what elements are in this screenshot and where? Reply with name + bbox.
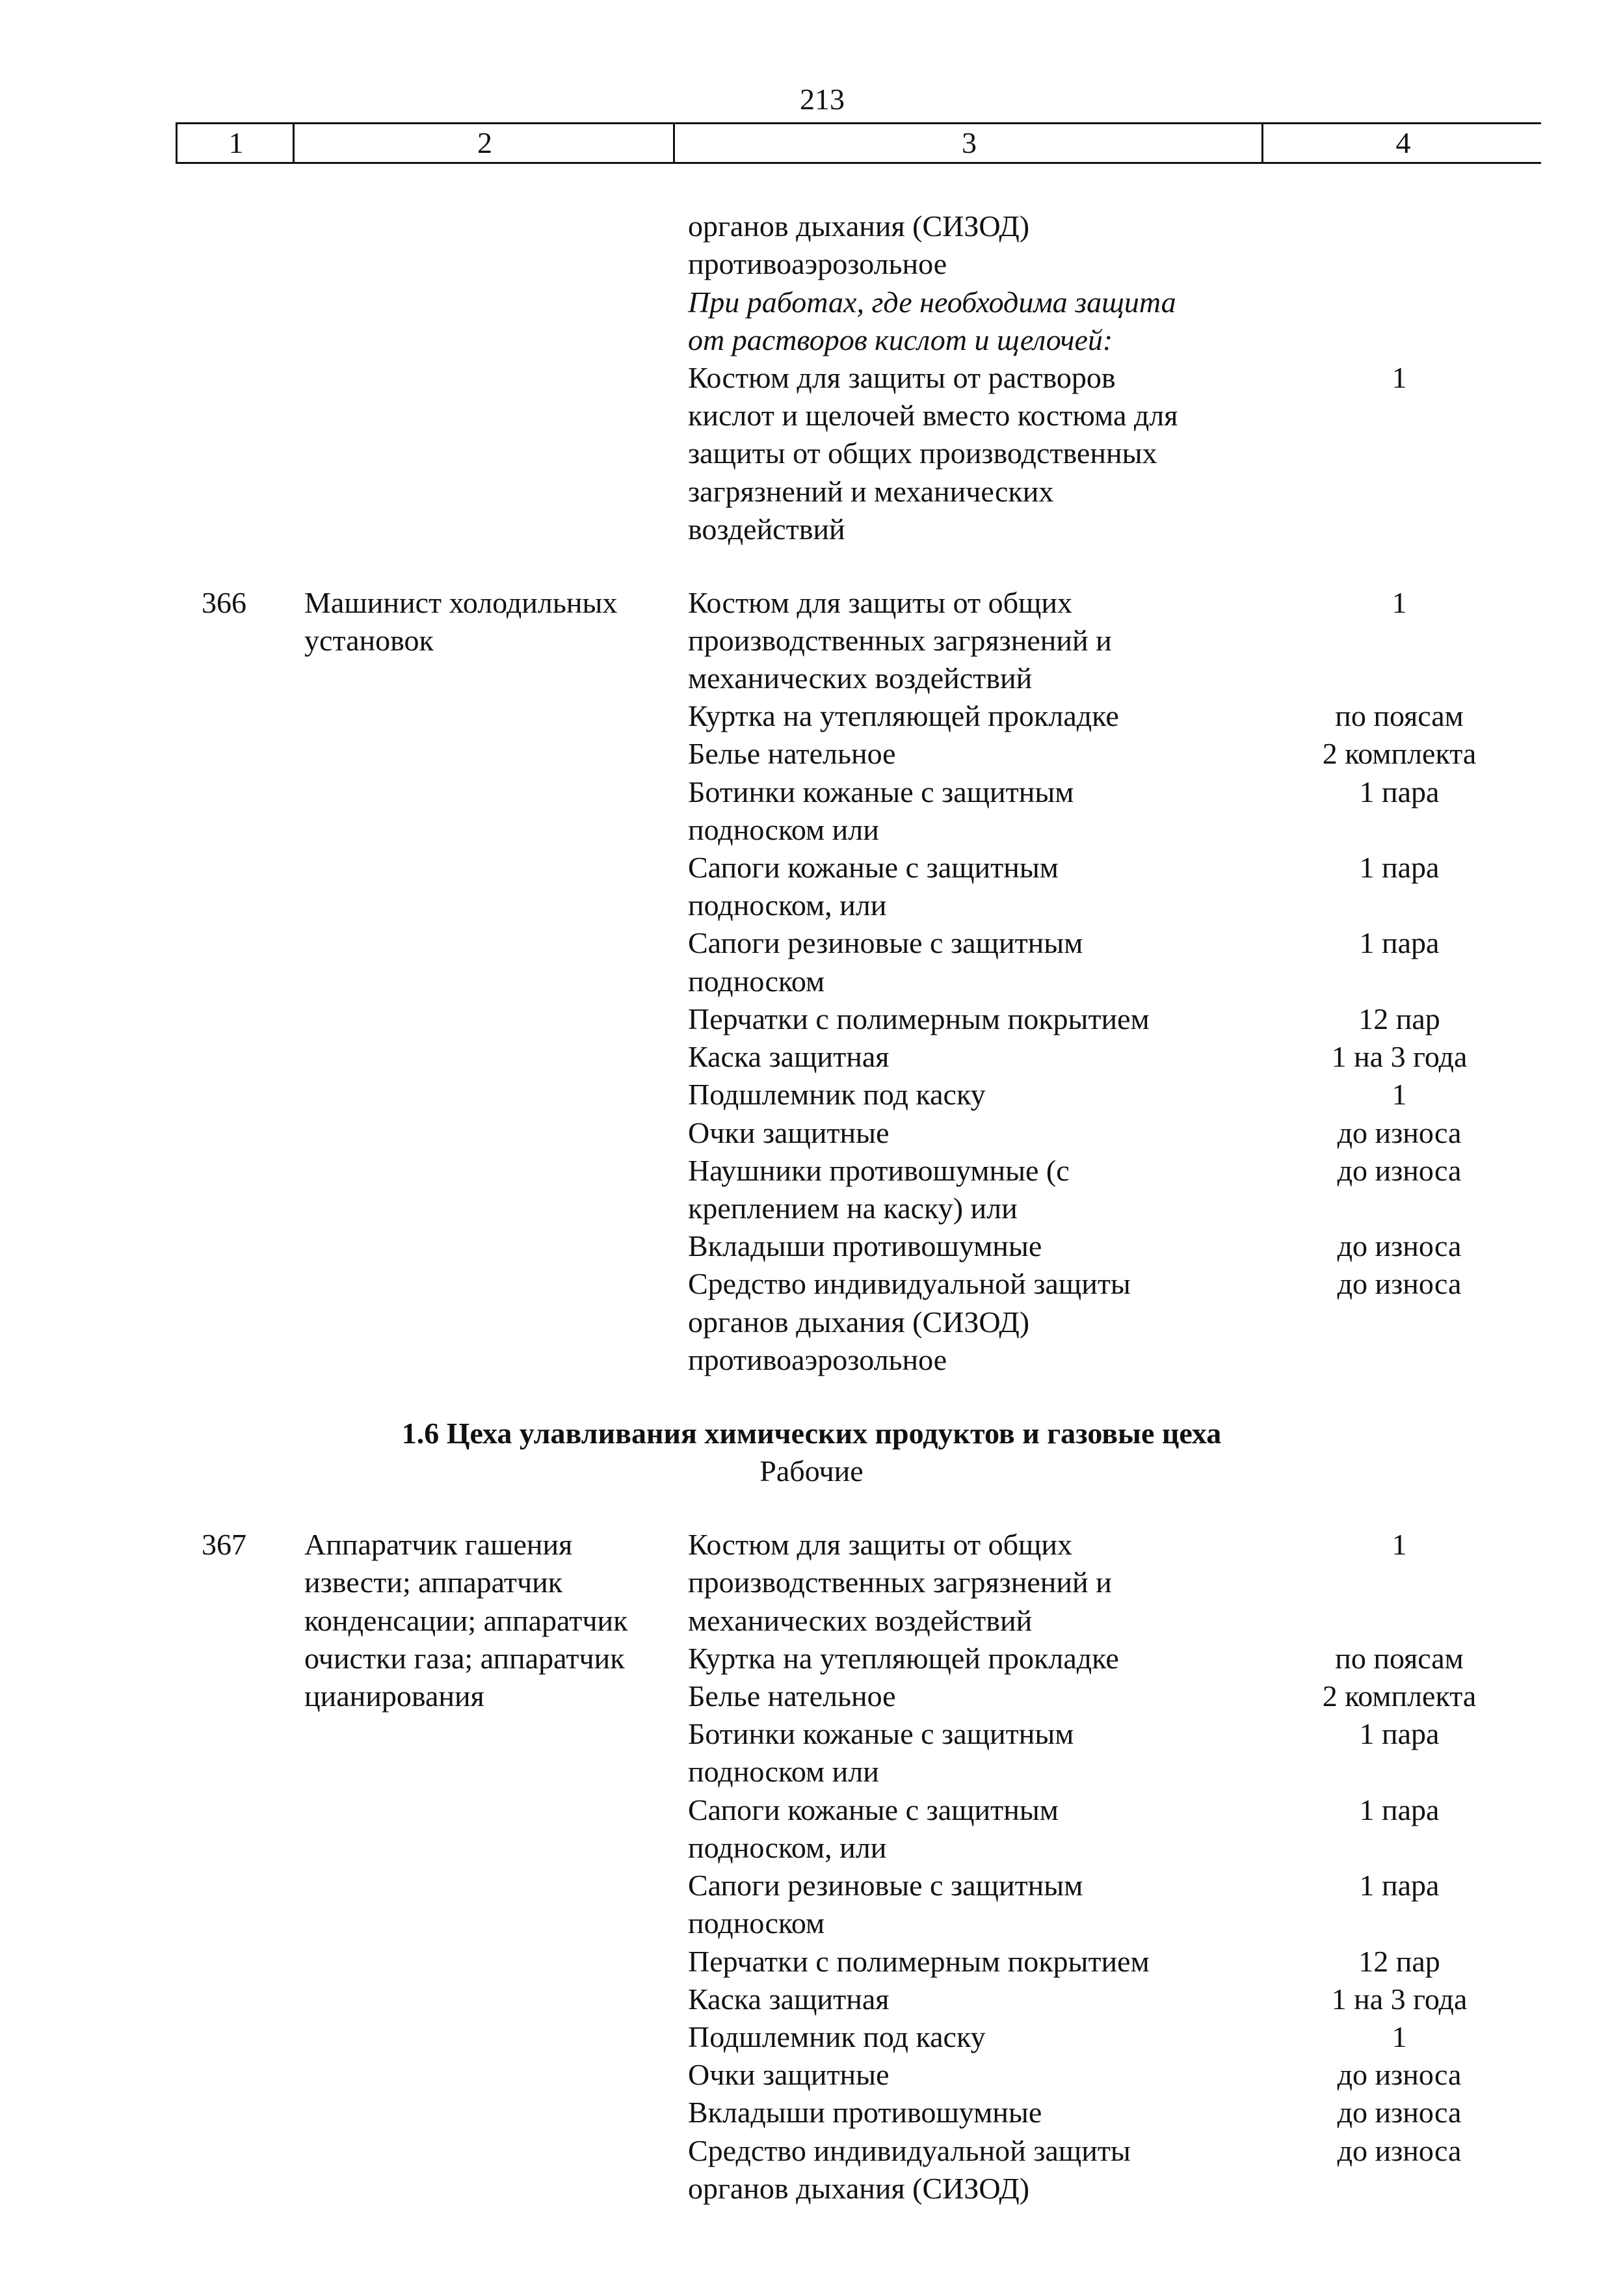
entry-number: 366: [202, 586, 246, 619]
item-quantity: 1 пара: [1359, 1793, 1440, 1826]
item-name: Подшлемник под каску: [688, 2020, 986, 2053]
profession-name: Машинист холодильных: [304, 586, 618, 619]
item-quantity: 2 комплекта: [1322, 1679, 1477, 1713]
page-number: 213: [800, 83, 845, 116]
item-name: Куртка на утепляющей прокладке: [688, 699, 1119, 732]
item-name: Ботинки кожаные с защитным: [688, 1717, 1074, 1750]
item-name: Белье нательное: [688, 1679, 896, 1713]
item-quantity: 1: [1392, 2020, 1407, 2053]
continuation-line: воздействий: [688, 513, 845, 546]
item-name: производственных загрязнений и: [688, 624, 1112, 657]
item-quantity: до износа: [1337, 1154, 1462, 1187]
profession-name: установок: [304, 624, 434, 657]
item-quantity: 12 пар: [1358, 1002, 1440, 1035]
item-quantity: 1 на 3 года: [1331, 1040, 1468, 1073]
item-quantity: 1 пара: [1359, 851, 1440, 884]
item-name: органов дыхания (СИЗОД): [688, 2172, 1030, 2205]
item-name: Средство индивидуальной защиты: [688, 2134, 1131, 2167]
column-header-3: 3: [673, 124, 1263, 162]
item-quantity: 1 пара: [1359, 1717, 1440, 1750]
item-name: Подшлемник под каску: [688, 1078, 986, 1111]
column-header-2: 2: [293, 124, 675, 162]
item-name: подноском или: [688, 1755, 879, 1788]
item-quantity: 1 пара: [1359, 926, 1440, 959]
item-quantity: 1: [1392, 1528, 1407, 1561]
item-quantity: до износа: [1337, 2058, 1462, 2091]
continuation-line: кислот и щелочей вместо костюма для: [688, 399, 1178, 432]
item-quantity: до износа: [1337, 2134, 1462, 2167]
item-name: Сапоги резиновые с защитным: [688, 926, 1083, 959]
continuation-line: защиты от общих производственных: [688, 436, 1157, 470]
item-name: креплением на каску) или: [688, 1192, 1018, 1225]
continuation-line: противоаэрозольное: [688, 247, 947, 280]
item-quantity: по поясам: [1335, 1642, 1464, 1675]
item-name: органов дыхания (СИЗОД): [688, 1305, 1030, 1339]
continuation-note: При работах, где необходима защита: [688, 286, 1176, 319]
item-quantity: до износа: [1337, 1229, 1462, 1262]
profession-name: извести; аппаратчик: [304, 1566, 563, 1599]
item-quantity: 1 на 3 года: [1331, 1982, 1468, 2016]
item-name: Перчатки с полимерным покрытием: [688, 1002, 1150, 1035]
table-column-header: [176, 122, 1541, 164]
item-name: подноском: [688, 965, 825, 998]
item-name: производственных загрязнений и: [688, 1566, 1112, 1599]
column-header-4: 4: [1261, 124, 1543, 162]
item-name: Сапоги кожаные с защитным: [688, 851, 1059, 884]
item-name: Каска защитная: [688, 1040, 890, 1073]
item-quantity: по поясам: [1335, 699, 1464, 732]
continuation-line: Костюм для защиты от растворов: [688, 361, 1116, 394]
entry-number: 367: [202, 1528, 246, 1561]
item-quantity: 12 пар: [1358, 1945, 1440, 1978]
item-quantity: до износа: [1337, 2096, 1462, 2129]
section-title: 1.6 Цеха улавливания химических продуктов и газовые цеха: [401, 1417, 1222, 1450]
profession-name: цианирования: [304, 1679, 484, 1713]
section-subtitle: Рабочие: [759, 1454, 864, 1488]
continuation-line: загрязнений и механических: [688, 475, 1054, 508]
item-quantity: 1: [1392, 361, 1407, 394]
item-name: противоаэрозольное: [688, 1343, 947, 1376]
item-name: Средство индивидуальной защиты: [688, 1267, 1131, 1300]
item-name: Очки защитные: [688, 2058, 890, 2091]
item-name: Перчатки с полимерным покрытием: [688, 1945, 1150, 1978]
item-quantity: 1: [1392, 1078, 1407, 1111]
profession-name: очистки газа; аппаратчик: [304, 1642, 625, 1675]
item-quantity: 1 пара: [1359, 1869, 1440, 1902]
item-name: подноском, или: [688, 888, 887, 922]
column-header-1: 1: [176, 124, 295, 162]
continuation-line: органов дыхания (СИЗОД): [688, 209, 1030, 243]
item-name: подноском: [688, 1906, 825, 1940]
item-quantity: 1 пара: [1359, 775, 1440, 808]
item-name: механических воздействий: [688, 661, 1033, 695]
item-name: подноском, или: [688, 1831, 887, 1864]
item-name: Ботинки кожаные с защитным: [688, 775, 1074, 808]
item-name: Сапоги кожаные с защитным: [688, 1793, 1059, 1826]
profession-name: конденсации; аппаратчик: [304, 1604, 628, 1637]
item-name: Куртка на утепляющей прокладке: [688, 1642, 1119, 1675]
item-name: Сапоги резиновые с защитным: [688, 1869, 1083, 1902]
item-quantity: 1: [1392, 586, 1407, 619]
profession-name: Аппаратчик гашения: [304, 1528, 573, 1561]
item-name: механических воздействий: [688, 1604, 1033, 1637]
item-name: Белье нательное: [688, 737, 896, 770]
item-name: Наушники противошумные (с: [688, 1154, 1070, 1187]
continuation-note: от растворов кислот и щелочей:: [688, 323, 1113, 356]
item-name: Каска защитная: [688, 1982, 890, 2016]
item-name: подноском или: [688, 813, 879, 846]
item-name: Вкладыши противошумные: [688, 1229, 1042, 1262]
item-quantity: 2 комплекта: [1322, 737, 1477, 770]
item-quantity: до износа: [1337, 1267, 1462, 1300]
item-quantity: до износа: [1337, 1116, 1462, 1149]
item-name: Очки защитные: [688, 1116, 890, 1149]
item-name: Костюм для защиты от общих: [688, 586, 1073, 619]
item-name: Вкладыши противошумные: [688, 2096, 1042, 2129]
item-name: Костюм для защиты от общих: [688, 1528, 1073, 1561]
